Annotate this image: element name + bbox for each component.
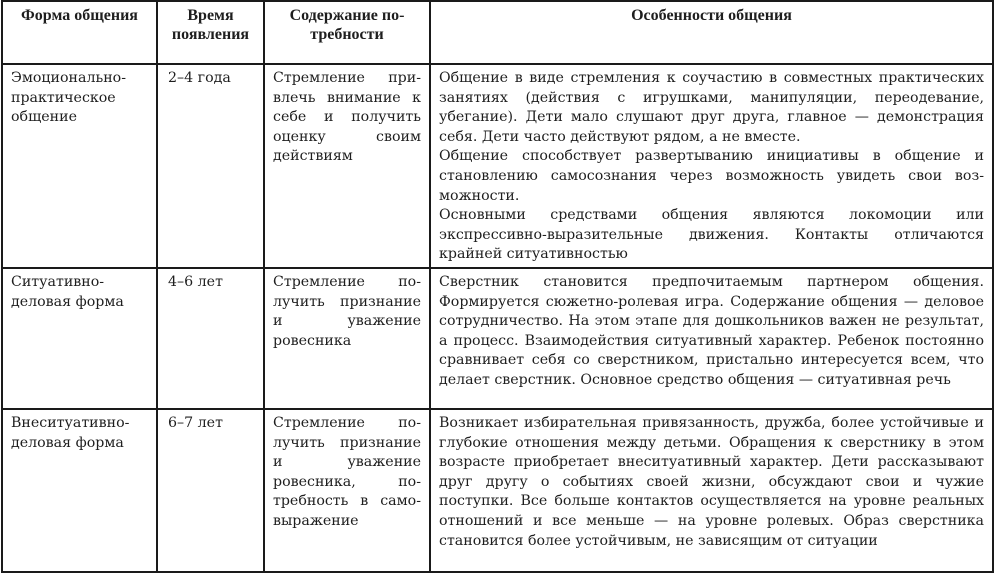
features-paragraph: Общение в виде стремления к соучастию в совместных практических занятиях (действия с игрушками, манипуляции, переодевание, убегание). Дети мало слушают друг друга, главное — демонстрация себя. Дети часто действуют рядом, а не вместе. <box>439 70 984 145</box>
features-paragraph: Общение способствует развертыванию инициативы в общение и становлению самосознания через возможность увидеть свои возможности. <box>439 148 984 204</box>
header-features: Особенности общения <box>430 1 993 64</box>
table-row <box>2 64 993 268</box>
table-row <box>2 409 993 572</box>
communication-forms-table <box>1 0 994 573</box>
cell-time: 2–4 года <box>157 64 264 268</box>
cell-time: 4–6 лет <box>157 268 264 409</box>
cell-need: Стремление привлечь внимание к себе и получить оценку своим действиям <box>264 64 430 268</box>
table-row <box>2 268 993 409</box>
cell-need: Стремление получить признание и уважение ровесника, потребность в самовыражение <box>264 409 430 572</box>
features-paragraph: Основными средствами общения являются локомоции или экспрессивно-выразительные движения. Контакты отличаются крайней ситуативностью <box>439 207 984 263</box>
header-time: Время появления <box>157 1 264 64</box>
table-header-row <box>2 1 993 64</box>
features-paragraph: Возникает избирательная привязанность, дружба, более устойчивые и глубокие отношения между детьми. Обращения к сверстнику в этом возрасте приобретает внеситуативный характер. Дети рассказывают друг другу о событиях своей жизни, обсуждают свои и чужие поступки. Все больше контактов осуществляется на уровне реальных отношений и все меньше — на уровне ролевых. Образ сверстника становится более устойчивым, не зависящим от ситуации <box>439 414 984 549</box>
cell-form: Внеситуативно-деловая форма <box>2 409 157 572</box>
cell-form: Эмоционально-практическое общение <box>2 64 157 268</box>
cell-form: Ситуативно-деловая форма <box>2 268 157 409</box>
cell-time: 6–7 лет <box>157 409 264 572</box>
cell-need: Стремление получить признание и уважение ровесника <box>264 268 430 409</box>
cell-features <box>430 64 993 268</box>
header-form: Форма общения <box>2 1 157 64</box>
features-paragraph: Сверстник становится предпочитаемым партнером общения. Формируется сюжетно-ролевая игра. Содержание общения — деловое сотрудничество. На этом этапе для дошкольников важен не результат, а процесс. Взаимодействия ситуативный характер. Ребенок постоянно сравнивает себя со сверстником, пристально интересуется всем, что делает сверстник. Основное средство общения — ситуативная речь <box>439 273 984 388</box>
header-need: Содержание потребности <box>264 1 430 64</box>
cell-features <box>430 409 993 572</box>
cell-features <box>430 268 993 409</box>
